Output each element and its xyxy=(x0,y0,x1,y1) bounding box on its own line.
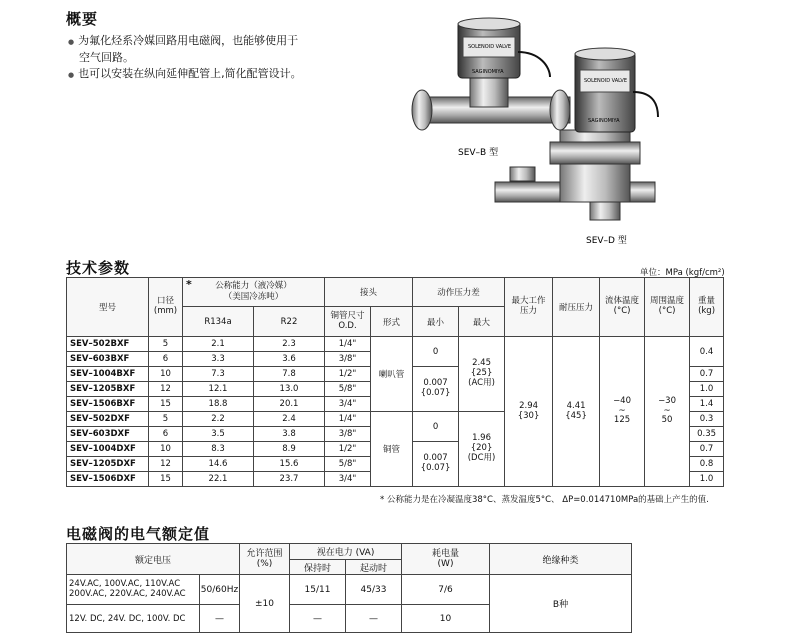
sev-d-coil-label: SOLENOID VALVE xyxy=(584,78,627,84)
spec-weight: 1.0 xyxy=(690,382,724,397)
hdr-amb-temp: 周围温度 (°C) xyxy=(645,278,690,337)
spec-bore: 12 xyxy=(149,457,183,472)
hdr-form: 形式 xyxy=(371,307,413,337)
spec-bore: 15 xyxy=(149,472,183,487)
spec-max-dc: 1.96 {20} (DC用) xyxy=(459,412,505,487)
elec-dc-freq: — xyxy=(200,605,240,633)
spec-weight: 0.35 xyxy=(690,427,724,442)
spec-r22: 15.6 xyxy=(254,457,325,472)
hdr-max-work: 最大工作 压力 xyxy=(505,278,553,337)
spec-r134a: 3.3 xyxy=(183,352,254,367)
sev-d-brand: SAGINOMIYA xyxy=(588,118,620,124)
spec-r22: 20.1 xyxy=(254,397,325,412)
elec-dc-voltage: 12V. DC, 24V. DC, 100V. DC xyxy=(67,605,200,633)
spec-model: SEV–1205BXF xyxy=(67,382,149,397)
spec-model: SEV–1004BXF xyxy=(67,367,149,382)
spec-pipe: 3/4" xyxy=(325,397,371,412)
spec-max-work-val: 2.94 {30} xyxy=(505,337,553,487)
elec-ac-start: 45/33 xyxy=(346,575,402,605)
spec-r134a: 22.1 xyxy=(183,472,254,487)
spec-weight: 1.4 xyxy=(690,397,724,412)
elec-allow: ±10 xyxy=(240,575,290,633)
hdr-max: 最大 xyxy=(459,307,505,337)
bullet-dot-icon: ● xyxy=(68,38,75,46)
hdr-voltage: 额定电压 xyxy=(67,544,240,575)
spec-weight: 0.3 xyxy=(690,412,724,427)
spec-bore: 6 xyxy=(149,352,183,367)
hdr-hold: 保持时 xyxy=(290,560,346,575)
spec-row xyxy=(67,337,724,352)
spec-unit: 单位：MPa (kgf/cm²) xyxy=(640,268,725,278)
spec-model: SEV–1506DXF xyxy=(67,472,149,487)
spec-pipe: 1/2" xyxy=(325,367,371,382)
spec-note: * 公称能力是在冷凝温度38°C、蒸发温度5°C、 ΔP=0.014710MPa的基础上产生的值. xyxy=(380,495,709,505)
spec-amb-temp-val: −30 ~ 50 xyxy=(645,337,690,487)
spec-max-ac: 2.45 {25} (AC用) xyxy=(459,337,505,412)
spec-pipe: 5/8" xyxy=(325,382,371,397)
elec-dc-start: — xyxy=(346,605,402,633)
sev-b-caption: SEV–B 型 xyxy=(458,148,499,158)
overview-bullets xyxy=(68,33,368,83)
hdr-model: 型号 xyxy=(67,278,149,337)
spec-weight: 0.8 xyxy=(690,457,724,472)
hdr-min: 最小 xyxy=(413,307,459,337)
capacity-asterisk: * xyxy=(186,278,192,291)
hdr-apparent: 视在电力 (VA) xyxy=(290,544,402,560)
hdr-capacity xyxy=(183,278,325,307)
overview-title: 概要 xyxy=(66,10,99,28)
elec-ac-voltage: 24V.AC, 100V.AC, 110V.AC 200V.AC, 220V.AC, 240V.AC xyxy=(67,575,200,605)
sev-d-caption: SEV–D 型 xyxy=(586,236,627,246)
hdr-pipe: 铜管尺寸 O.D. xyxy=(325,307,371,337)
spec-bore: 12 xyxy=(149,382,183,397)
spec-weight: 1.0 xyxy=(690,472,724,487)
spec-r134a: 14.6 xyxy=(183,457,254,472)
hdr-consumption: 耗电量 (W) xyxy=(402,544,490,575)
spec-pipe: 3/4" xyxy=(325,472,371,487)
elec-title: 电磁阀的电气额定值 xyxy=(66,525,211,543)
overview-bullet-line xyxy=(68,66,368,83)
spec-weight: 0.7 xyxy=(690,367,724,382)
hdr-bore: 口径 (mm) xyxy=(149,278,183,337)
hdr-r22: R22 xyxy=(254,307,325,337)
spec-model: SEV–1004DXF xyxy=(67,442,149,457)
spec-bore: 15 xyxy=(149,397,183,412)
spec-fluid-temp-val: −40 ~ 125 xyxy=(600,337,645,487)
overview-bullet-text: 空气回路。 xyxy=(79,51,134,64)
spec-bore: 6 xyxy=(149,427,183,442)
spec-pipe: 1/2" xyxy=(325,442,371,457)
spec-r22: 3.6 xyxy=(254,352,325,367)
spec-r134a: 7.3 xyxy=(183,367,254,382)
elec-ac-hold: 15/11 xyxy=(290,575,346,605)
spec-model: SEV–502BXF xyxy=(67,337,149,352)
hdr-fluid-temp: 流体温度 (°C) xyxy=(600,278,645,337)
hdr-start: 起动时 xyxy=(346,560,402,575)
hdr-joint: 接头 xyxy=(325,278,413,307)
overview-bullet-text: 也可以安装在纵向延伸配管上,简化配管设计。 xyxy=(78,67,302,80)
spec-r134a: 2.1 xyxy=(183,337,254,352)
elec-dc-consumption: 10 xyxy=(402,605,490,633)
spec-r134a: 2.2 xyxy=(183,412,254,427)
sev-b-brand: SAGINOMIYA xyxy=(472,69,504,75)
spec-model: SEV–502DXF xyxy=(67,412,149,427)
spec-form-flare: 喇叭管 xyxy=(371,337,413,412)
spec-min-zero: 0 xyxy=(413,412,459,442)
spec-pipe: 1/4" xyxy=(325,337,371,352)
spec-r134a: 3.5 xyxy=(183,427,254,442)
sev-b-coil-label: SOLENOID VALVE xyxy=(468,44,511,50)
spec-model: SEV–1205DXF xyxy=(67,457,149,472)
spec-r22: 23.7 xyxy=(254,472,325,487)
spec-r134a: 18.8 xyxy=(183,397,254,412)
hdr-proof: 耐压压力 xyxy=(553,278,600,337)
overview-bullet-line xyxy=(68,33,368,50)
elec-ac-freq: 50/60Hz xyxy=(200,575,240,605)
hdr-diff: 动作压力差 xyxy=(413,278,505,307)
spec-title: 技术参数 xyxy=(66,259,131,277)
hdr-insulation: 绝缘种类 xyxy=(490,544,632,575)
elec-ac-consumption: 7/6 xyxy=(402,575,490,605)
spec-r134a: 8.3 xyxy=(183,442,254,457)
spec-r22: 3.8 xyxy=(254,427,325,442)
spec-pipe: 5/8" xyxy=(325,457,371,472)
hdr-capacity-label: 公称能力（液冷媒） （美国冷冻吨） xyxy=(215,281,292,302)
spec-min-val: 0.007 {0.07} xyxy=(413,367,459,412)
elec-insulation: B种 xyxy=(490,575,632,633)
spec-model: SEV–1506BXF xyxy=(67,397,149,412)
elec-dc-hold: — xyxy=(290,605,346,633)
overview-bullet-line xyxy=(68,50,368,66)
spec-pipe: 1/4" xyxy=(325,412,371,427)
spec-r134a: 12.1 xyxy=(183,382,254,397)
spec-bore: 10 xyxy=(149,442,183,457)
spec-r22: 13.0 xyxy=(254,382,325,397)
spec-r22: 2.4 xyxy=(254,412,325,427)
bullet-dot-icon: ● xyxy=(68,71,75,79)
spec-weight: 0.4 xyxy=(690,337,724,367)
spec-r22: 2.3 xyxy=(254,337,325,352)
spec-proof-val: 4.41 {45} xyxy=(553,337,600,487)
spec-model: SEV–603BXF xyxy=(67,352,149,367)
spec-form-copper: 铜管 xyxy=(371,412,413,487)
spec-r22: 7.8 xyxy=(254,367,325,382)
spec-min-val: 0.007 {0.07} xyxy=(413,442,459,487)
elec-table xyxy=(66,543,632,633)
spec-min-zero: 0 xyxy=(413,337,459,367)
spec-r22: 8.9 xyxy=(254,442,325,457)
spec-model: SEV–603DXF xyxy=(67,427,149,442)
spec-pipe: 3/8" xyxy=(325,427,371,442)
hdr-r134a: R134a xyxy=(183,307,254,337)
spec-weight: 0.7 xyxy=(690,442,724,457)
spec-pipe: 3/8" xyxy=(325,352,371,367)
spec-bore: 5 xyxy=(149,412,183,427)
spec-bore: 5 xyxy=(149,337,183,352)
overview-bullet-text: 为氟化烃系冷媒回路用电磁阀，也能够使用于 xyxy=(78,34,299,47)
hdr-weight: 重量 (kg) xyxy=(690,278,724,337)
hdr-allow: 允许范围 (%) xyxy=(240,544,290,575)
spec-table xyxy=(66,277,724,487)
valve-photos xyxy=(400,12,740,252)
spec-bore: 10 xyxy=(149,367,183,382)
